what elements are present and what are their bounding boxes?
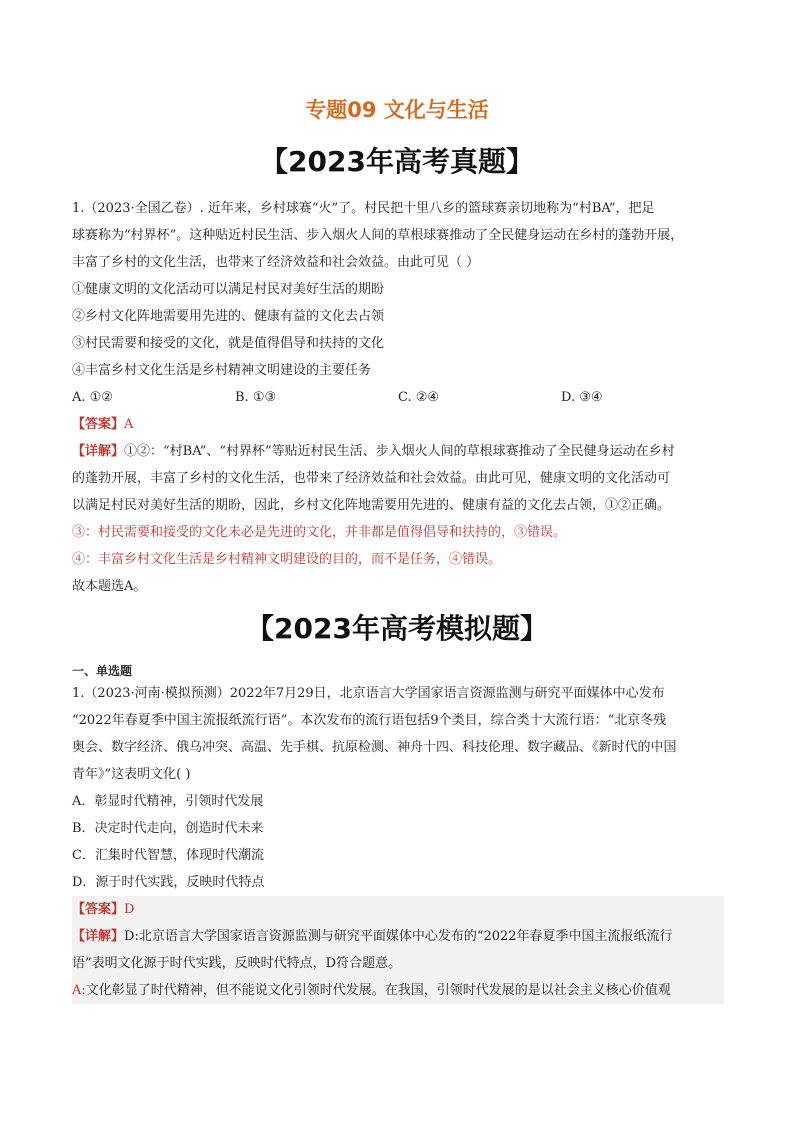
- detail-line: 的蓬勃开展，丰富了乡村的文化生活，也带来了经济效益和社会效益。由此可见，健康文明的文化活动可: [72, 471, 671, 486]
- topic-title: 专题09 文化与生活: [305, 98, 489, 122]
- option-c: C．汇集时代智慧，体现时代潮流: [72, 848, 264, 863]
- answer-line: [72, 411, 724, 438]
- question-2: [72, 680, 724, 1004]
- detail-line: [72, 977, 724, 1004]
- question-stem-line: “2022年春夏季中国主流报纸流行语”。本次发布的流行语包括9个类目，综合类十大流行语：“北京冬残: [72, 713, 667, 728]
- question-stem-line: 1.（2023·河南·模拟预测）2022年7月29日，北京语言大学国家语言资源监测与研究平面媒体中心发布: [72, 686, 665, 701]
- detail-tag: 【详解】: [72, 929, 125, 944]
- option-b: B. ①③: [235, 390, 277, 405]
- option-a: A．彰显时代精神，引领时代发展: [72, 794, 264, 809]
- option-a: A. ①②: [72, 390, 113, 405]
- statement-1: ①健康文明的文化活动可以满足村民对美好生活的期盼: [72, 282, 385, 297]
- statement-4: ④丰富乡村文化生活是乡村精神文明建设的主要任务: [72, 363, 372, 378]
- option-d: D. ③④: [561, 390, 603, 405]
- question-stem-line: 奥会、数字经济、俄乌冲突、高温、先手棋、抗原检测、神舟十四、科技伦理、数字藏品、《新时代的中国: [72, 740, 677, 755]
- options-row: [72, 384, 724, 411]
- detail-line: 以满足村民对美好生活的期盼，因此，乡村文化阵地需要用先进的、健康有益的文化去占领，①②正确。: [72, 498, 671, 513]
- detail-line: [72, 438, 724, 465]
- question-stem-line: 1.（2023·全国乙卷）. 近年来，乡村球赛“火”了。村民把十里八乡的篮球赛亲切地称为“村BA”，把足: [72, 201, 655, 216]
- option-c: C. ②④: [398, 390, 440, 405]
- answer-panel: [72, 896, 724, 1004]
- answer-value: D: [124, 902, 135, 917]
- section-heading-real-exam: 【2023年高考真题】: [260, 145, 534, 178]
- detail-red-line: ③：村民需要和接受的文化未必是先进的文化，并非都是值得倡导和扶持的，③错误。: [72, 525, 567, 540]
- question-stem-line: 青年》”这表明文化( ): [72, 767, 191, 782]
- statement-2: ②乡村文化阵地需要用先进的、健康有益的文化去占领: [72, 309, 385, 324]
- conclusion-line: 故本题选A。: [72, 579, 147, 594]
- detail-text: ①②：“村BA”、“村界杯”等贴近村民生活、步入烟火人间的草根球赛推动了全民健身运动在乡村: [124, 444, 675, 459]
- detail-red-line: ④：丰富乡村文化生活是乡村精神文明建设的目的，而不是任务，④错误。: [72, 552, 502, 567]
- detail-text: 文化彰显了时代精神，但不能说文化引领时代发展。在我国，引领时代发展的是以社会主义核心价值观: [85, 983, 671, 998]
- detail-line: [72, 923, 724, 950]
- part-label: 一、单选题: [72, 664, 133, 678]
- answer-tag: 【答案】: [72, 417, 125, 432]
- detail-red-label: A:: [72, 983, 86, 998]
- answer-line: [72, 896, 724, 923]
- question-stem-line: 丰富了乡村的文化生活，也带来了经济效益和社会效益。由此可见（ ）: [72, 255, 480, 270]
- answer-value: A: [124, 417, 134, 432]
- statement-3: ③村民需要和接受的文化，就是值得倡导和扶持的文化: [72, 336, 385, 351]
- option-d: D．源于时代实践，反映时代特点: [72, 875, 265, 890]
- option-b: B．决定时代走向，创造时代未来: [72, 821, 264, 836]
- question-1: [72, 195, 724, 600]
- section-heading-mock-exam: 【2023年高考模拟题】: [246, 612, 548, 645]
- answer-tag: 【答案】: [72, 902, 125, 917]
- detail-text: D:北京语言大学国家语言资源监测与研究平面媒体中心发布的“2022年春夏季中国主流报纸流行: [124, 929, 673, 944]
- detail-tag: 【详解】: [72, 444, 125, 459]
- detail-line: 语”表明文化源于时代实践，反映时代特点，D符合题意。: [72, 956, 402, 971]
- question-stem-line: 球赛称为“村界杯”。这种贴近村民生活、步入烟火人间的草根球赛推动了全民健身运动在乡村的蓬勃开展，: [72, 228, 684, 243]
